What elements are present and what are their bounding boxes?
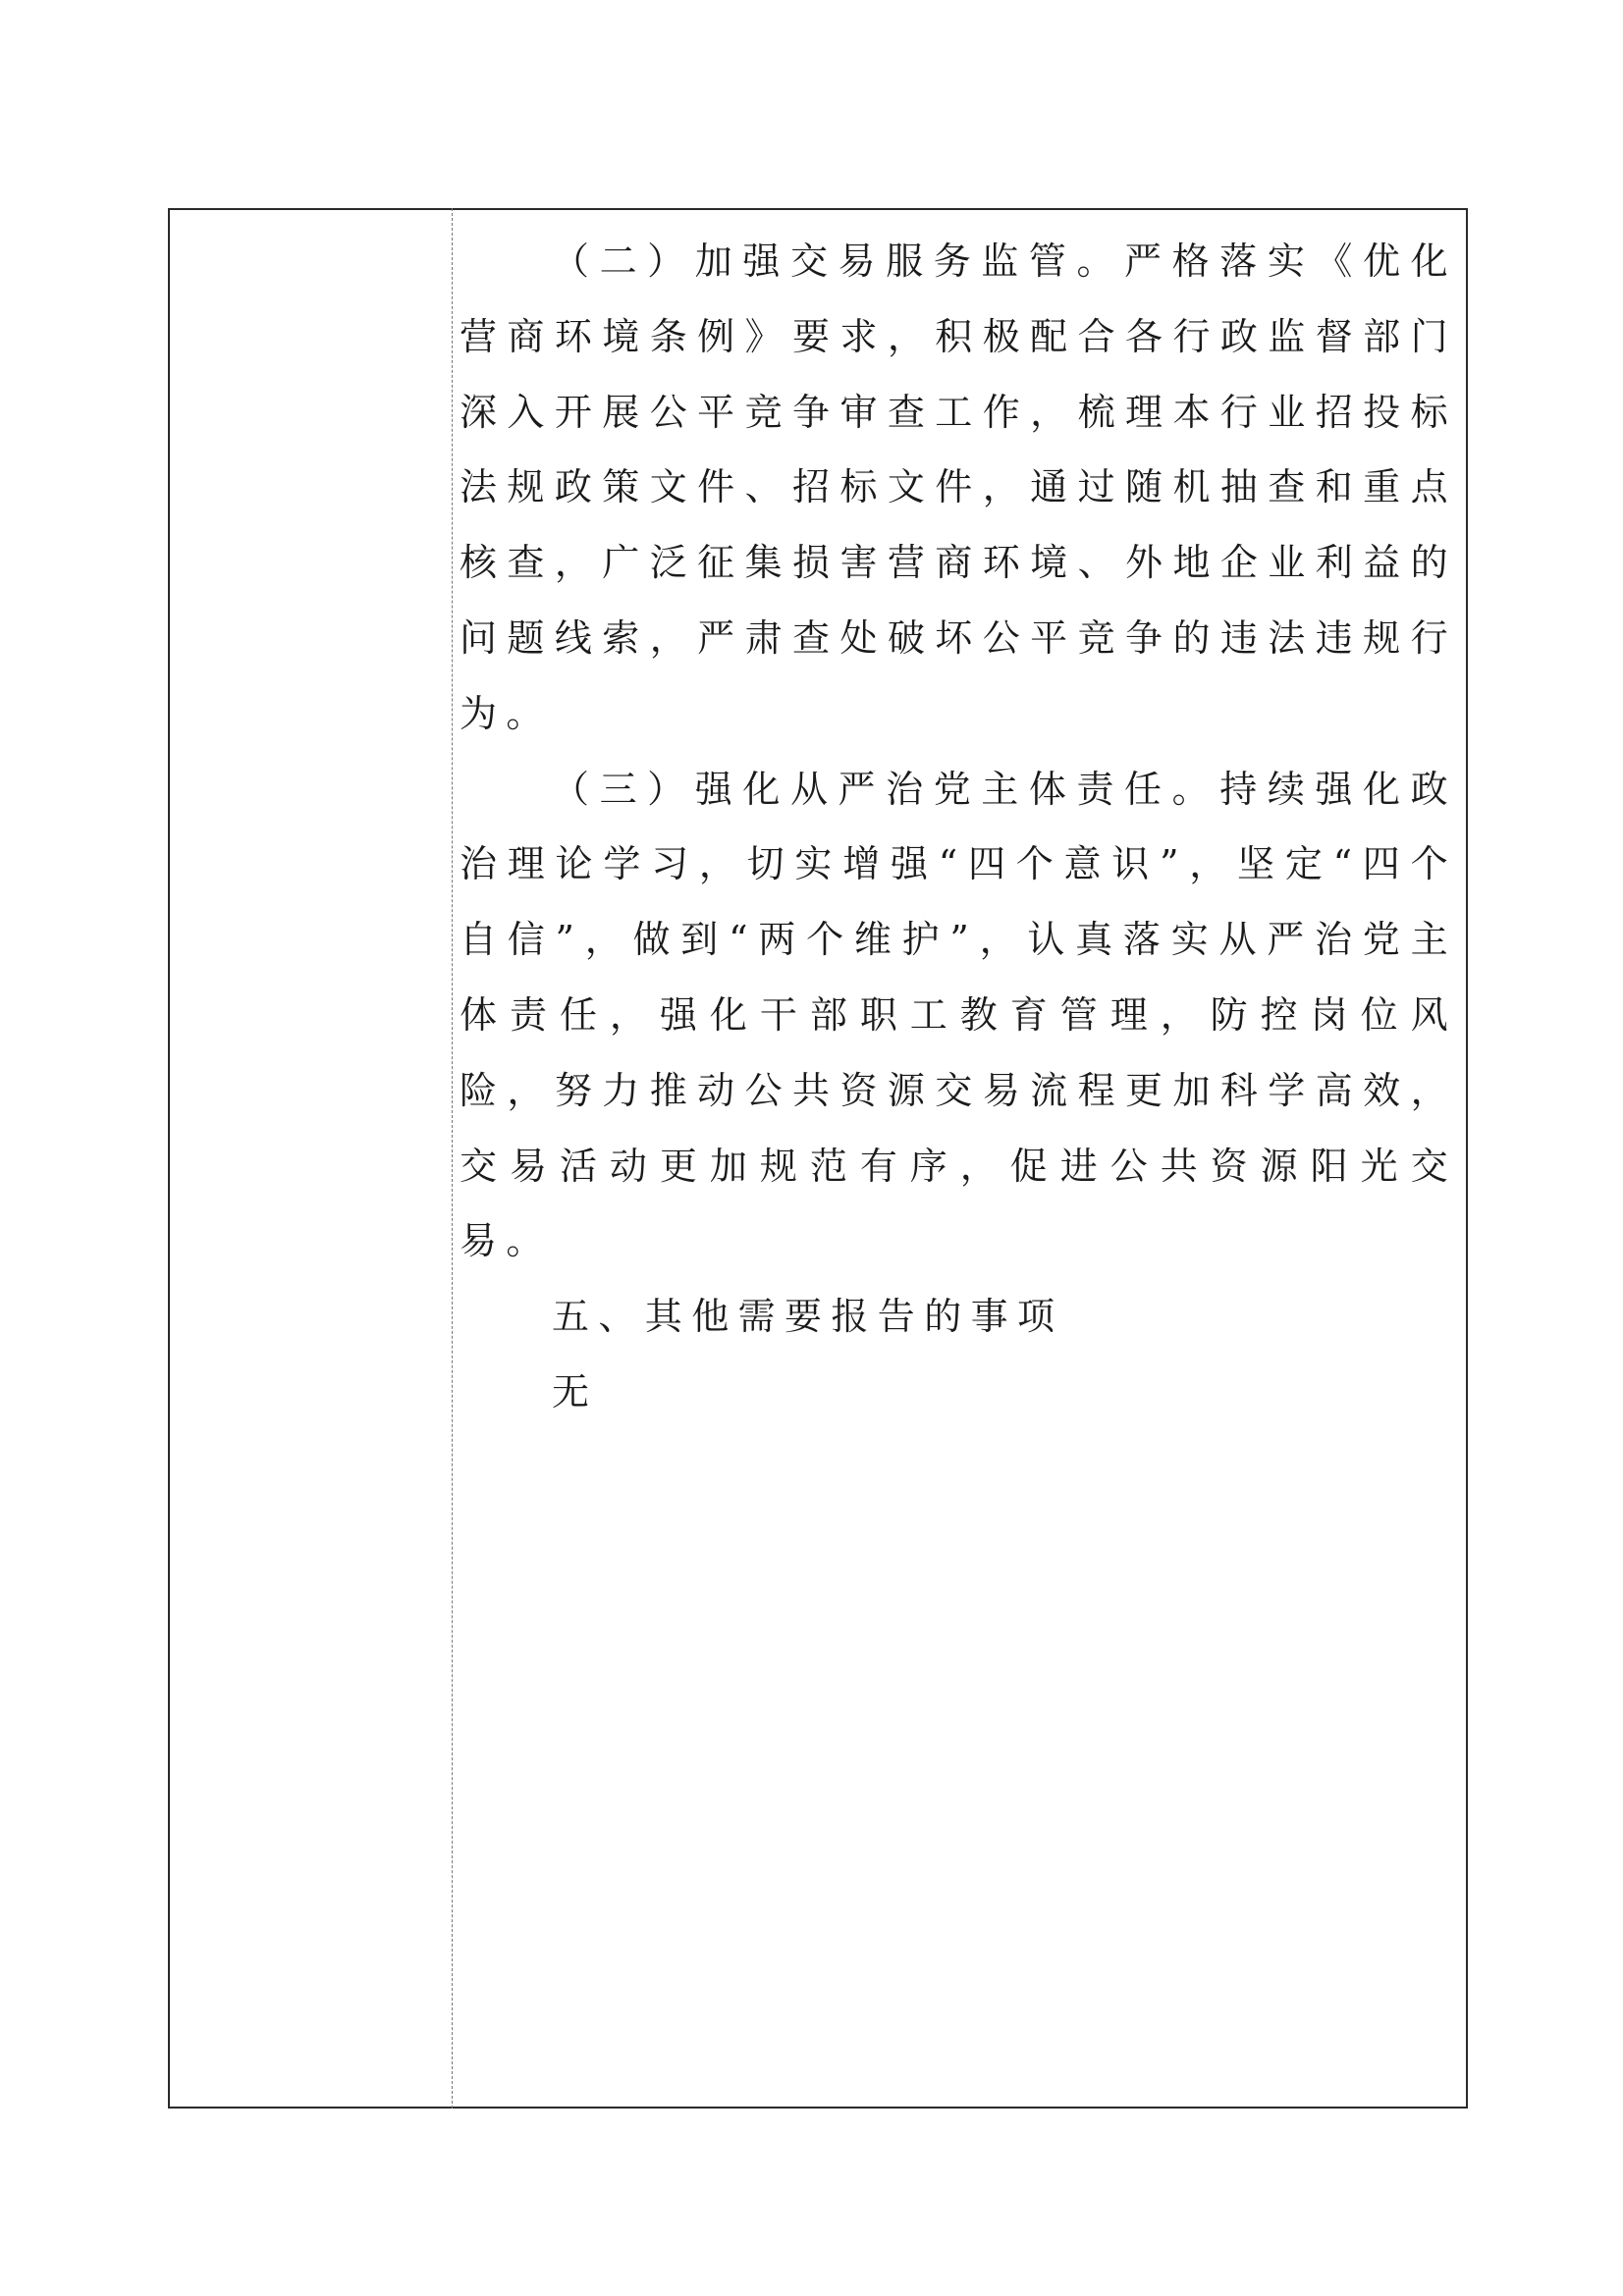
right-column-content <box>460 224 1457 1430</box>
section-heading-other-matters: 五、其他需要报告的事项 <box>552 1295 1064 1339</box>
section-content-none: 无 <box>552 1369 599 1414</box>
left-column-cell <box>170 210 451 2107</box>
column-divider <box>452 208 453 2109</box>
paragraph-party-responsibility: （三）强化从严治党主体责任。持续强化政治理论学习，切实增强“四个意识”，坚定“四个自信”，做到“两个维护”，认真落实从严治党主体责任，强化干部职工教育管理，防控岗位风险，努力推动公共资源交易流程更加科学高效，交易活动更加规范有序，促进公共资源阳光交易。 <box>460 767 1457 1263</box>
paragraph-trade-supervision: （二）加强交易服务监管。严格落实《优化营商环境条例》要求，积极配合各行政监督部门深入开展公平竞争审查工作，梳理本行业招投标法规政策文件、招标文件，通过随机抽查和重点核查，广泛征集损害营商环境、外地企业利益的问题线索，严肃查处破坏公平竞争的违法违规行为。 <box>460 240 1457 735</box>
